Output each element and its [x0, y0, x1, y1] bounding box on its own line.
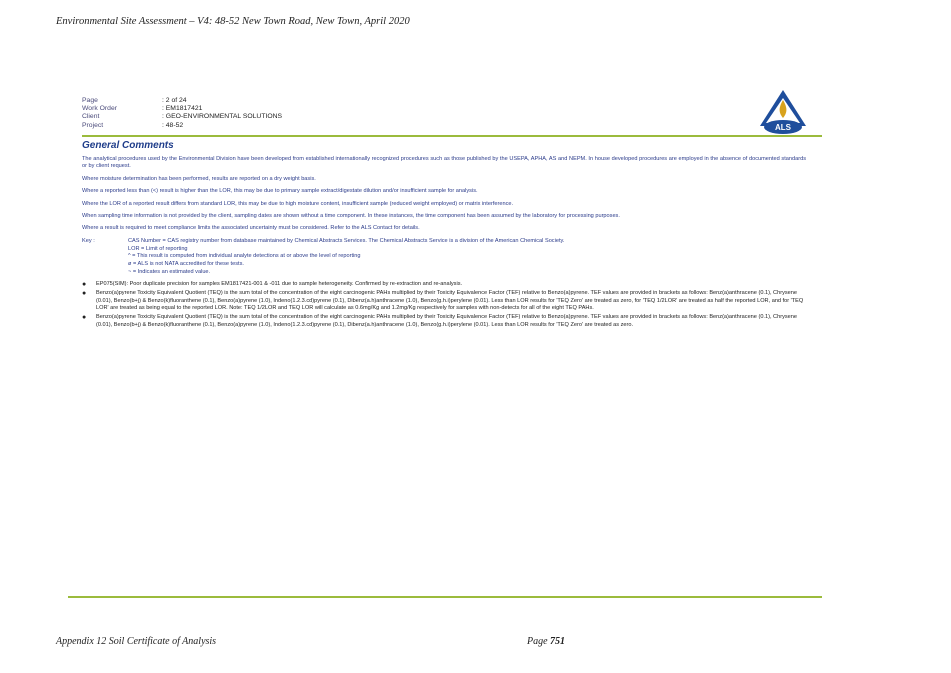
meta-key: Client [82, 113, 100, 121]
comment-bullets [82, 281, 806, 329]
footer-appendix-title: Appendix 12 Soil Certificate of Analysis [56, 636, 217, 647]
meta-key: Page [82, 97, 98, 104]
als-logo [758, 88, 808, 136]
key-item: ø = ALS is not NATA accredited for these tests. [128, 261, 244, 268]
page-number: 751 [550, 636, 566, 647]
key-item: ^ = This result is computed from individual analyte detections at or above the level of reporting [128, 253, 361, 260]
bullet-icon: ● [82, 290, 87, 298]
comment-paragraph: Where a result is required to meet compliance limits the associated uncertainty must be considered. Refer to the ALS Contact for details. [82, 225, 420, 232]
key-item: ~ = Indicates an estimated value. [128, 269, 211, 276]
key-legend [82, 238, 806, 277]
meta-value: : 2 of 24 [162, 97, 187, 104]
bullet-icon: ● [82, 314, 87, 322]
section-title: General Comments [82, 140, 174, 151]
key-item: LOR = Limit of reporting [128, 245, 188, 252]
meta-key: Project [82, 121, 104, 129]
bullet-item [82, 314, 806, 329]
meta-row-page [82, 97, 282, 105]
meta-row-project [82, 122, 282, 130]
key-definitions [128, 238, 564, 277]
bullet-item [82, 281, 806, 288]
document-header-title: Environmental Site Assessment – V4: 48-52 New Town Road, New Town, April 2020 [56, 16, 410, 27]
meta-row-work-order [82, 105, 282, 113]
header-divider [82, 135, 822, 137]
comment-paragraph: Where the LOR of a reported result differs from standard LOR, this may be due to high moisture content, insufficient sample (reduced weight employed) or matrix interference. [82, 200, 514, 207]
comment-paragraph: Where moisture determination has been performed, results are reported on a dry weight basis. [82, 175, 316, 182]
meta-value: : 48-52 [162, 121, 184, 129]
bullet-icon: ● [82, 280, 87, 288]
report-meta [82, 97, 282, 130]
footer-divider [68, 596, 822, 598]
logo-text: ALS [775, 123, 791, 132]
general-comments-body [82, 156, 806, 331]
bullet-item [82, 290, 806, 312]
comment-paragraph: Where a reported less than (<) result is higher than the LOR, this may be due to primary sample extract/digestate dilution and/or insufficient sample for analysis. [82, 188, 478, 195]
meta-row-client [82, 113, 282, 121]
bullet-text: Benzo(a)pyrene Toxicity Equivalent Quotient (TEQ) is the sum total of the concentration of the eight carcinogenic PAHs multiplied by their Toxicity Equivalence Factor (TEF) relative to Benzo(a)pyrene. TEF values are provided in brackets as follows: Benz(a)anthracene (0.1), Chrysene (0.01), Benzo(b+j) & Benzo(k)fluoranthene (0.1), Benzo(a)pyrene (1.0), Indeno(1.2.3.cd)pyrene (0.1), Dibenz(a.h)anthracene (1.0), Benzo(g.h.i)perylene (0.01). Less than LOR results for 'TEQ Zero' are treated as zero, for 'TEQ 1/2LOR' are treated as half the reported LOR, and for 'TEQ LOR' are treated as being equal to the reported LOR. Note: TEQ 1/2LOR and TEQ LOR will calculate as 0.6mg/Kg and 1.2mg/Kg respectively for samples with non-detects for all of the eight TEQ PAHs. [96, 290, 804, 312]
key-label: Key : [82, 237, 95, 244]
key-item: CAS Number = CAS registry number from database maintained by Chemical Abstracts Services. The Chemical Abstracts Service is a division of the American Chemical Society. [128, 237, 565, 244]
meta-value: : EM1817421 [162, 105, 203, 113]
meta-value: : GEO-ENVIRONMENTAL SOLUTIONS [162, 113, 283, 121]
bullet-text: EP075(SIM): Poor duplicate precision for samples EM1817421-001 & -011 due to sample heterogeneity. Confirmed by re-extraction and re-analysis. [96, 280, 463, 287]
bullet-text: Benzo(a)pyrene Toxicity Equivalent Quotient (TEQ) is the sum total of the concentration of the eight carcinogenic PAHs multiplied by their Toxicity Equivalence Factor (TEF) relative to Benzo(a)pyrene. TEF values are provided in brackets as follows: Benz(a)anthracene (0.1), Chrysene (0.01), Benzo(b+j) & Benzo(k)fluoranthene (0.1), Benzo(a)pyrene (1.0), Indeno(1.2.3.cd)pyrene (0.1), Dibenz(a.h)anthracene (1.0), Benzo(g.h.i)perylene (0.01). Less than LOR results for 'TEQ Zero' are treated as zero. [96, 314, 798, 328]
comment-paragraph: When sampling time information is not provided by the client, sampling dates are shown without a time component. In these instances, the time component has been assumed by the laboratory for processing purposes. [82, 213, 620, 220]
page-label: Page [527, 636, 548, 647]
comment-paragraph: The analytical procedures used by the Environmental Division have been developed from established internationally recognized procedures such as those published by the USEPA, APHA, AS and NEPM. In house developed procedures are employed in the absence of documented standards or by client request. [82, 156, 806, 170]
meta-key: Work Order [82, 105, 117, 113]
footer-page-number [527, 636, 565, 647]
